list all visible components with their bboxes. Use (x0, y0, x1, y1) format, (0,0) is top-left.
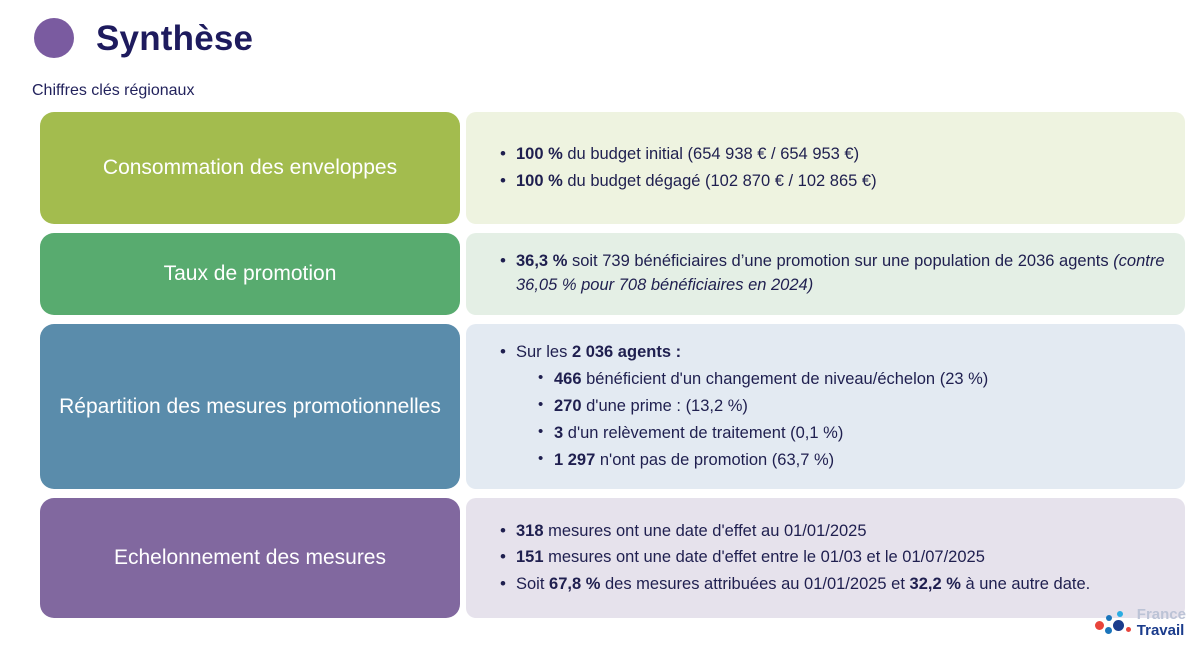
france-travail-logo (1093, 603, 1186, 643)
row-label-taux-promotion: Taux de promotion (40, 233, 460, 315)
row-content-repartition (466, 324, 1185, 490)
bullet-strong: 67,8 % (549, 575, 601, 594)
key-figures-table (40, 112, 1185, 618)
sub-bullet-list (516, 368, 1165, 473)
bullet-text: d'une prime : (13,2 %) (581, 396, 748, 415)
bullet-text: Soit (516, 575, 550, 594)
table-row (40, 233, 1185, 315)
row-content-consommation (466, 112, 1185, 224)
bullet-text: mesures ont une date d'effet au 01/01/2025 (543, 521, 867, 540)
bullet-text: bénéficient d'un changement de niveau/échelon (23 %) (581, 369, 989, 388)
row-label-repartition: Répartition des mesures promotionnelles (40, 324, 460, 490)
logo-line-1: France (1136, 606, 1186, 624)
logo-text (1137, 607, 1186, 639)
row-label-echelonnement: Echelonnement des mesures (40, 498, 460, 618)
bullet-list (480, 338, 1165, 476)
bullet-strong: 36,3 % (516, 252, 568, 270)
bullet-text: n'ont pas de promotion (63,7 %) (595, 450, 835, 469)
row-content-echelonnement (466, 498, 1185, 618)
page-header (0, 0, 1200, 62)
bullet-strong: 151 (516, 548, 544, 567)
logo-line-2: Travail (1136, 622, 1185, 639)
page-title: Synthèse (96, 18, 254, 58)
bullet-text: mesures ont une date d'effet entre le 01/03 et le 01/07/2025 (543, 548, 985, 567)
list-item (500, 520, 1165, 544)
bullet-text: des mesures attribuées au 01/01/2025 et (600, 575, 910, 594)
row-label-consommation: Consommation des enveloppes (40, 112, 460, 224)
table-row (40, 498, 1185, 618)
bullet-strong: 3 (554, 423, 564, 442)
bullet-strong: 100 % (516, 144, 563, 163)
list-item (500, 546, 1165, 570)
bullet-strong: 318 (516, 521, 544, 540)
list-item (500, 250, 1165, 298)
list-item (500, 573, 1165, 597)
bullet-list (480, 247, 1165, 301)
bullet-strong: 32,2 % (909, 575, 961, 594)
bullet-text: soit 739 bénéficiaires d’une promotion sur une population de 2036 agents (567, 252, 1114, 270)
bullet-text: du budget dégagé (102 870 € / 102 865 €) (562, 171, 877, 190)
bullet-strong: 270 (554, 396, 582, 415)
logo-dots-icon (1093, 607, 1133, 639)
bullet-strong: 466 (554, 369, 582, 388)
list-item (500, 143, 1165, 167)
list-item (538, 368, 1165, 392)
list-item (538, 422, 1165, 446)
list-item (500, 170, 1165, 194)
list-item (538, 449, 1165, 473)
bullet-text: du budget initial (654 938 € / 654 953 €) (562, 144, 860, 163)
list-item (538, 395, 1165, 419)
bullet-list (480, 517, 1165, 601)
bullet-text: à une autre date. (960, 575, 1091, 594)
bullet-strong: 1 297 (554, 450, 596, 469)
lead-text: Sur les (516, 342, 572, 361)
table-row (40, 324, 1185, 490)
title-bullet-icon (34, 18, 74, 58)
bullet-strong: 100 % (516, 171, 563, 190)
list-item (500, 341, 1165, 473)
bullet-italic: (contre 36,05 % pour 708 bénéficiaires en 2024) (516, 252, 1165, 294)
row-content-taux-promotion (466, 233, 1185, 315)
table-row (40, 112, 1185, 224)
page-subtitle: Chiffres clés régionaux (32, 82, 195, 99)
bullet-list (480, 140, 1165, 197)
lead-strong: 2 036 agents : (571, 342, 682, 361)
bullet-text: d'un relèvement de traitement (0,1 %) (563, 423, 844, 442)
